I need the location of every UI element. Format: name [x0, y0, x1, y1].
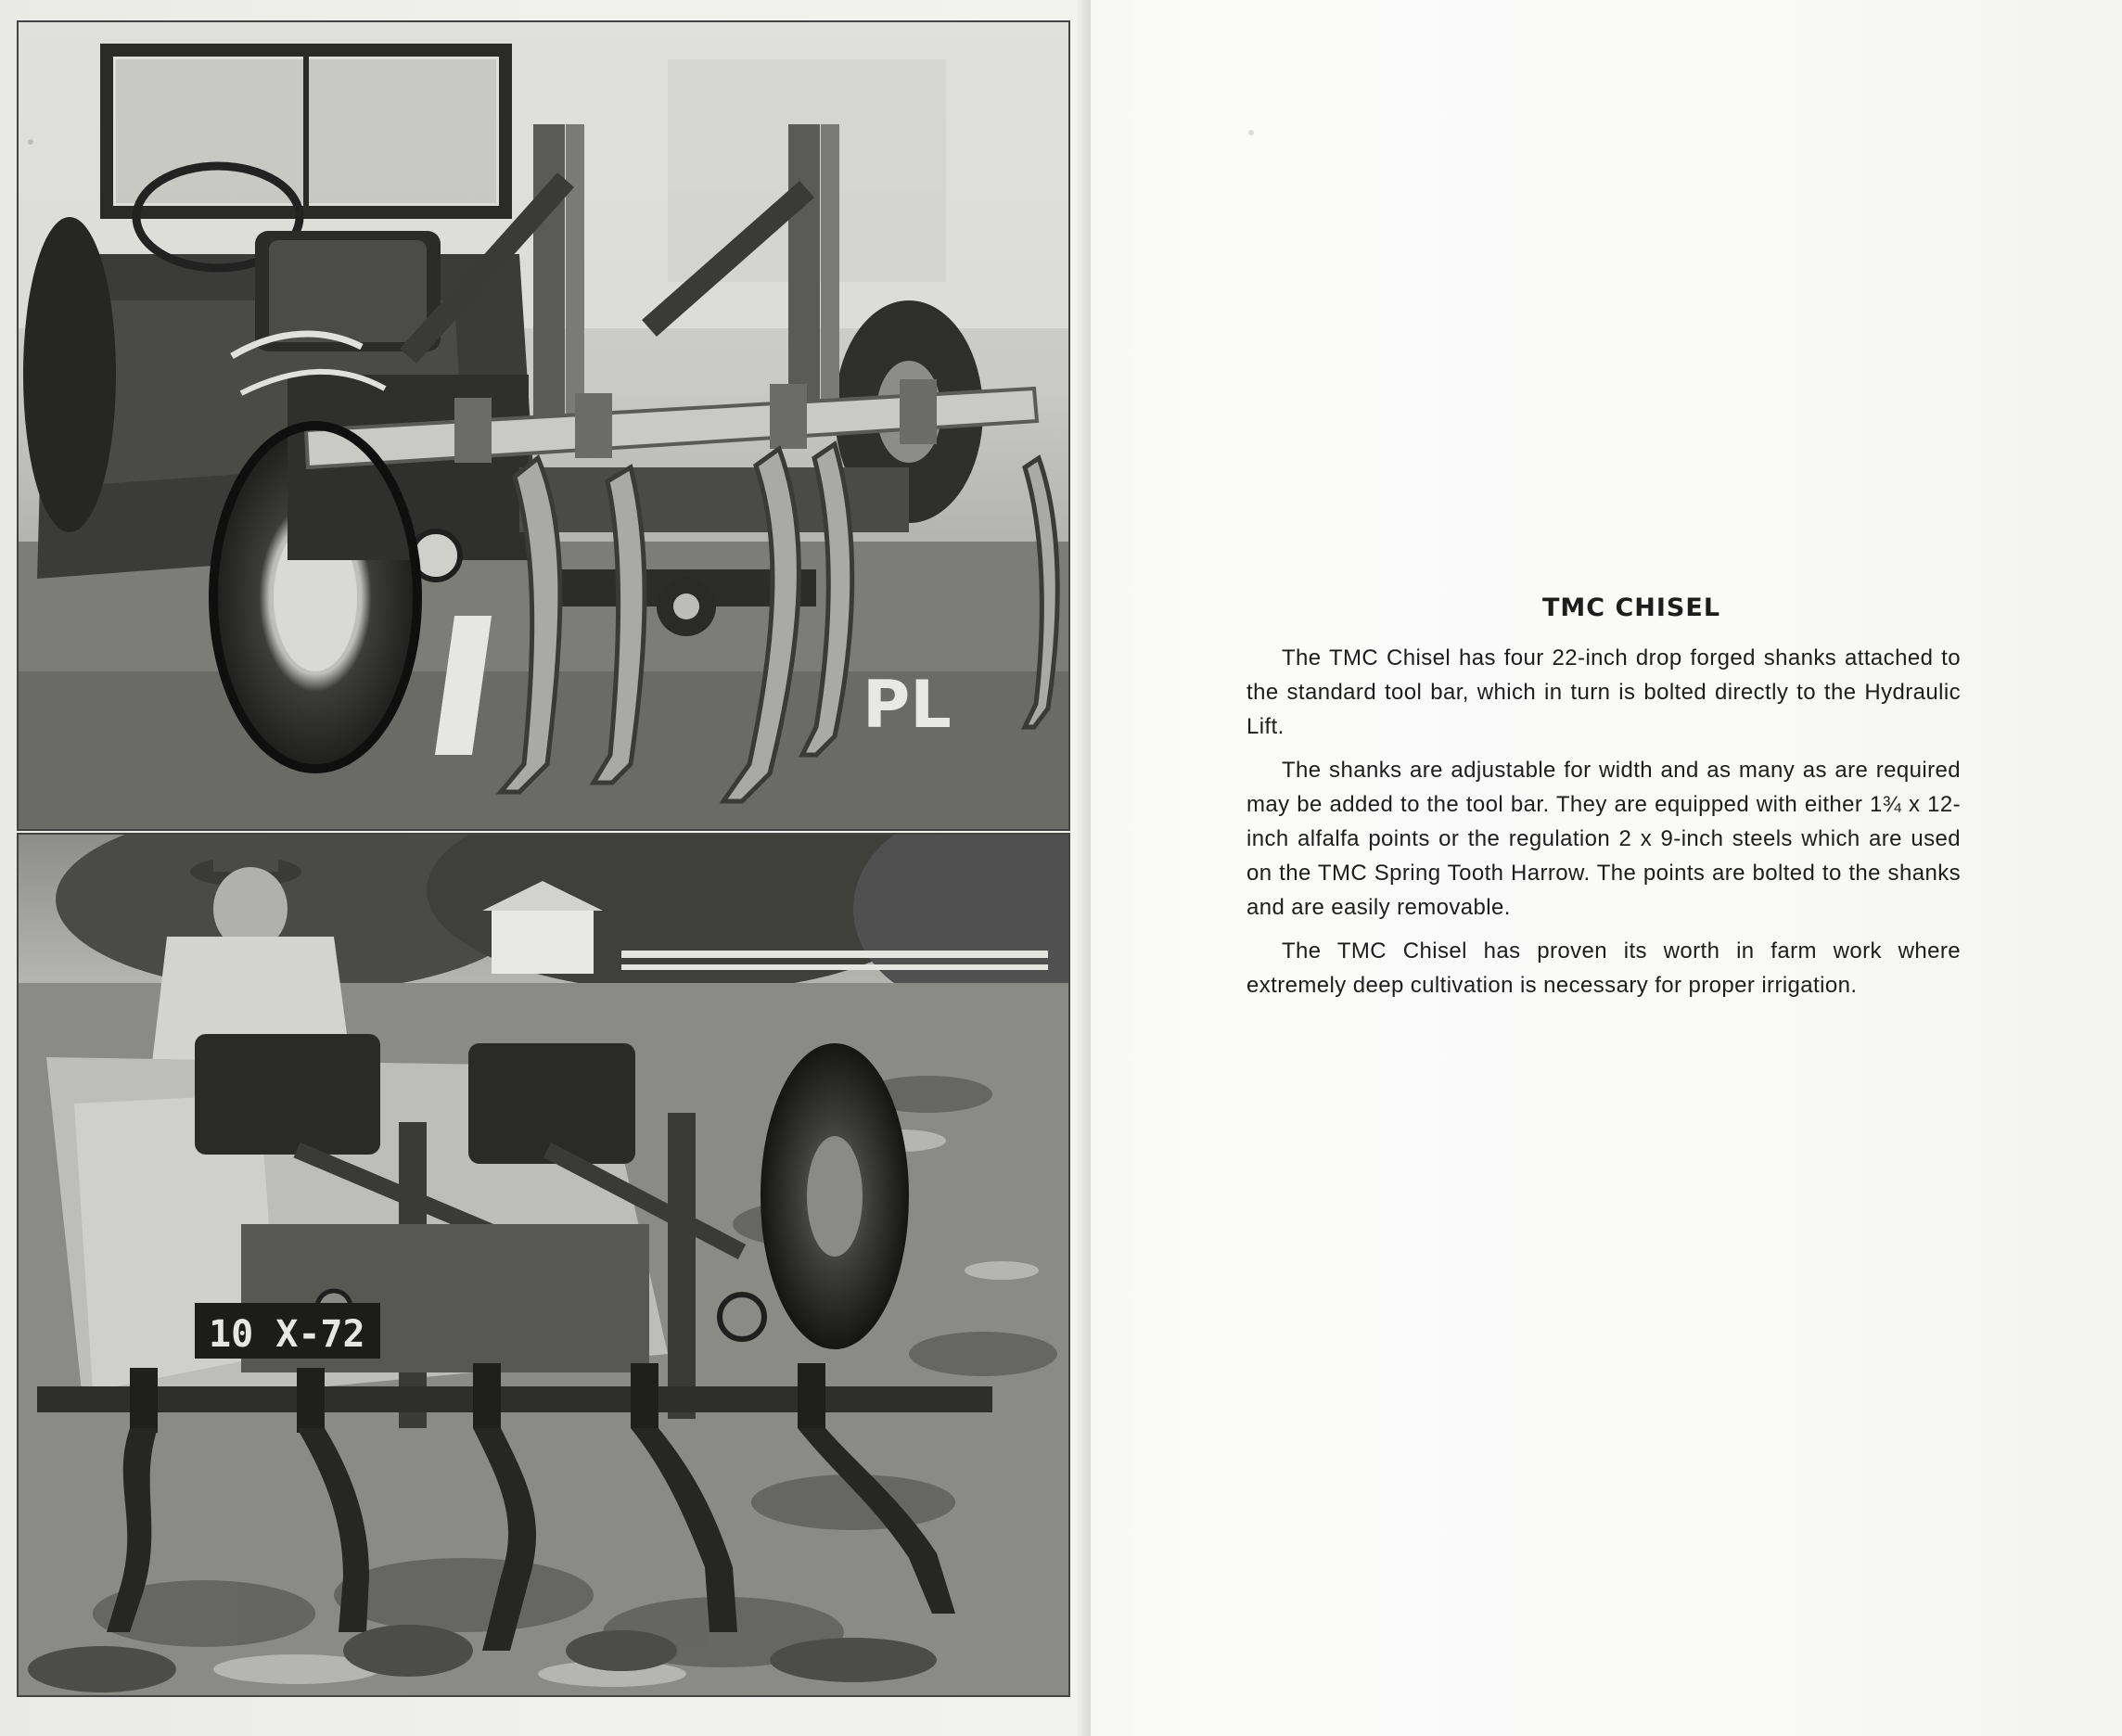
- paper-speck: [28, 139, 33, 145]
- photo-jeep-chisel-parked-image: [19, 22, 1068, 829]
- section-heading: TMC CHISEL: [1541, 594, 1721, 622]
- chisel-description: [1246, 594, 1961, 1012]
- license-plate: 10 X-72: [209, 1313, 365, 1356]
- paragraph-1: The TMC Chisel has four 22-inch drop forged shanks attached to the standard tool bar, which in turn is bolted directly to the Hydraulic Lift.: [1246, 645, 1961, 739]
- photo-jeep-chisel-parked: [17, 20, 1070, 831]
- photo-jeep-chisel-field-image: [19, 835, 1068, 1695]
- paragraph-2: The shanks are adjustable for width and as many as are required may be added to the tool bar. They are equipped with either 1¾ x 12-inch alfalfa points or the regulation 2 x 9-inch steels which are used on the TMC Spring Tooth Harrow. The points are bolted to the shanks and are easily removable.: [1246, 758, 1961, 920]
- paper-speck: [1248, 130, 1254, 135]
- photo-jeep-chisel-field: [17, 833, 1070, 1697]
- paragraph-3: The TMC Chisel has proven its worth in farm work where extremely deep cultivation is necessary for proper irrigation.: [1246, 938, 1961, 998]
- pavement-letters: PL: [863, 667, 952, 743]
